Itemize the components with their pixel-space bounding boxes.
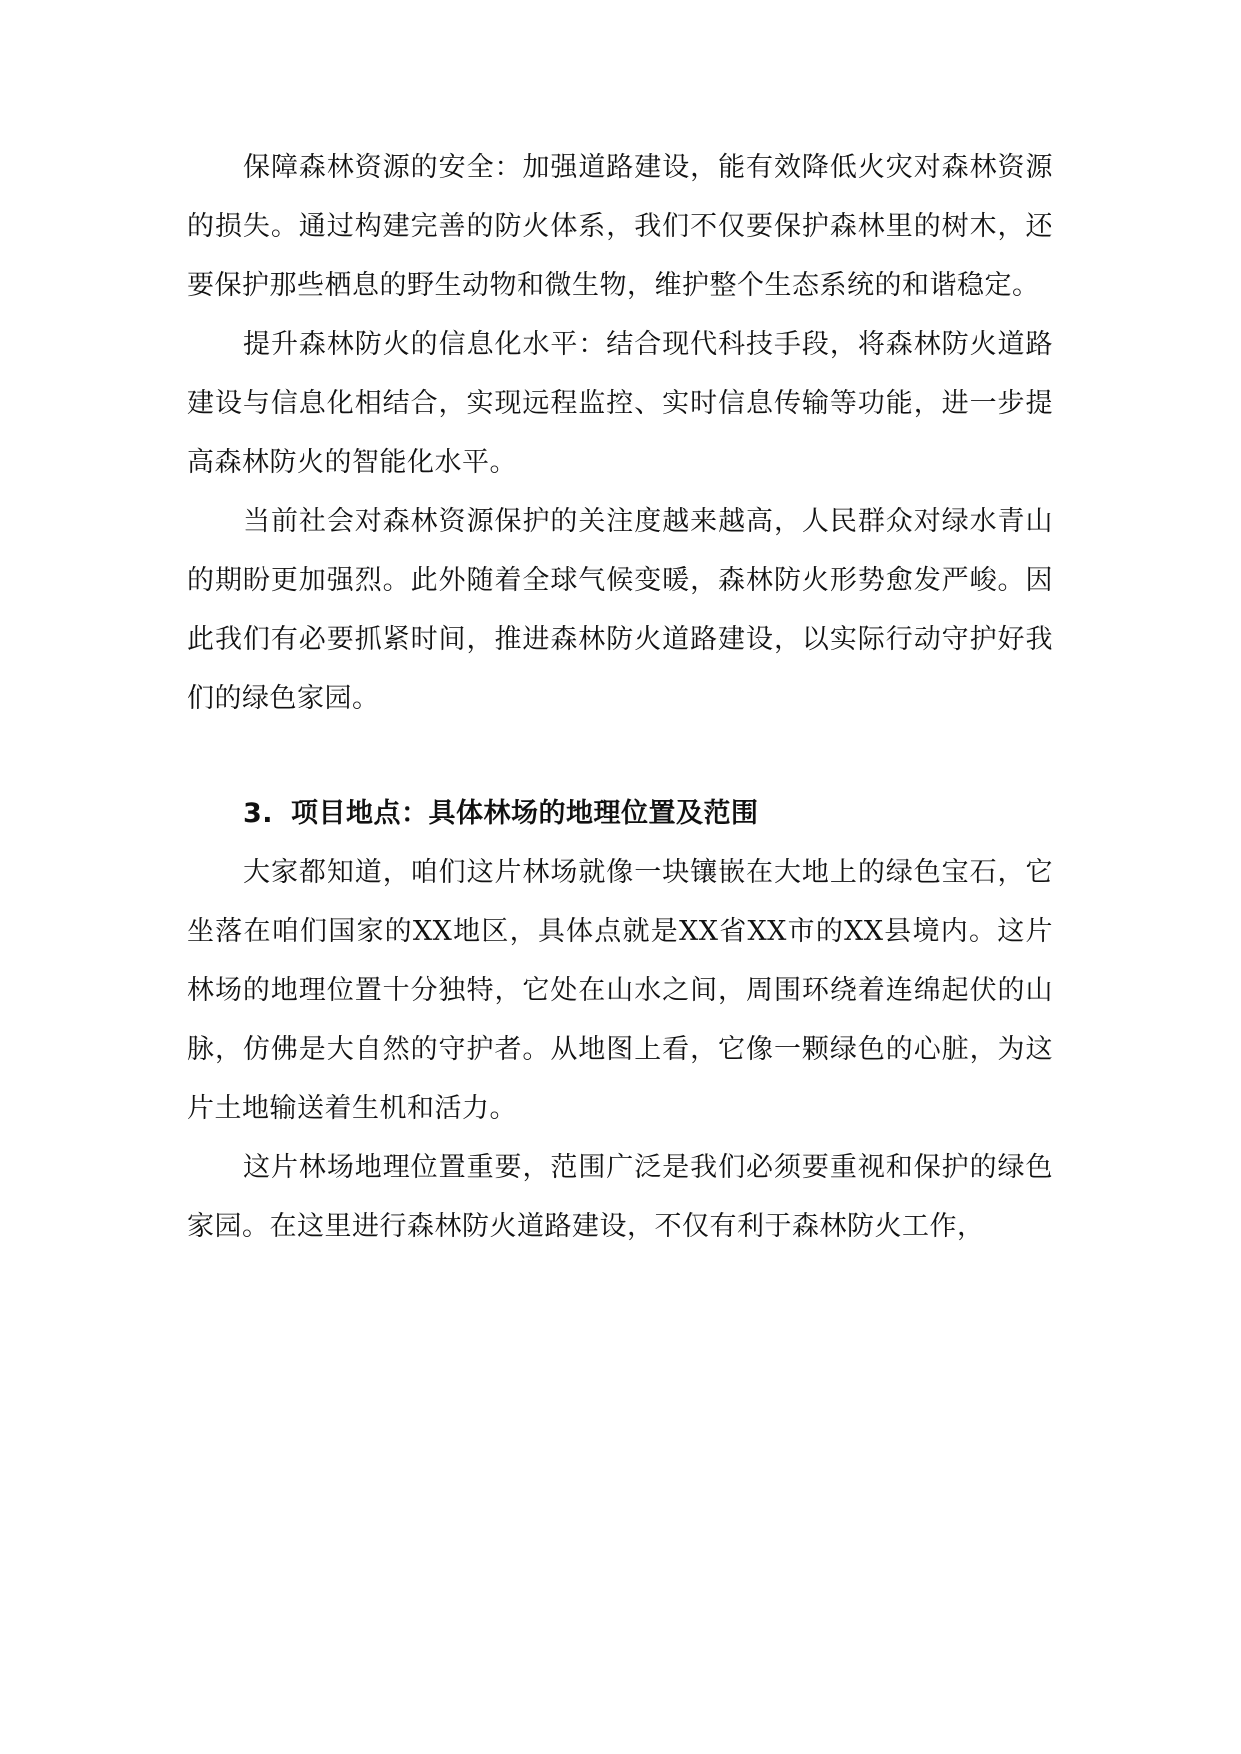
section-number: 3. — [243, 798, 274, 829]
paragraph-forest-safety: 保障森林资源的安全：加强道路建设，能有效降低火灾对森林资源的损失。通过构建完善的防火体系，我们不仅要保护森林里的树木，还要保护那些栖息的野生动物和微生物，维护整个生态系统的和谐稳定。 — [187, 152, 1053, 301]
paragraph-forest-location: 大家都知道，咱们这片林场就像一块镶嵌在大地上的绿色宝石，它坐落在咱们国家的XX地区，具体点就是XX省XX市的XX县境内。这片林场的地理位置十分独特，它处在山水之间，周围环绕着连绵起伏的山脉，仿佛是大自然的守护者。从地图上看，它像一颗绿色的心脏，为这片土地输送着生机和活力。 — [187, 857, 1053, 1124]
section-heading — [187, 784, 1053, 843]
paragraph-social-concern: 当前社会对森林资源保护的关注度越来越高，人民群众对绿水青山的期盼更加强烈。此外随着全球气候变暖，森林防火形势愈发严峻。因此我们有必要抓紧时间，推进森林防火道路建设，以实际行动守护好我们的绿色家园。 — [187, 506, 1053, 714]
paragraph-forest-importance: 这片林场地理位置重要，范围广泛是我们必须要重视和保护的绿色家园。在这里进行森林防火道路建设，不仅有利于森林防火工作， — [187, 1152, 1053, 1242]
paragraph-fire-informatization: 提升森林防火的信息化水平：结合现代科技手段，将森林防火道路建设与信息化相结合，实现远程监控、实时信息传输等功能，进一步提高森林防火的智能化水平。 — [187, 329, 1053, 478]
section-title: 项目地点：具体林场的地理位置及范围 — [291, 798, 759, 829]
document-body — [187, 138, 1053, 1256]
